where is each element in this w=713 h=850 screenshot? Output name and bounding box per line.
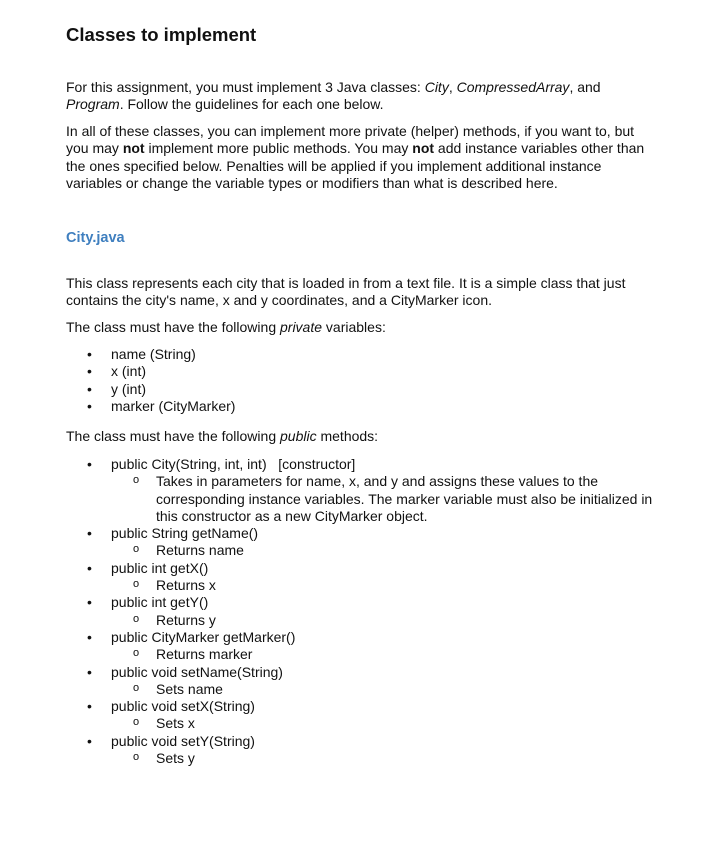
public-methods-intro: The class must have the following public methods: [66,428,379,444]
method-item: • public int getY() o Returns y [66,594,656,629]
list-item: • marker (CityMarker) [66,398,656,415]
private-variables-list [66,346,656,415]
list-item: • name (String) [66,346,656,363]
method-item: • public void setName(String) o Sets name [66,664,656,699]
public-methods-list [66,456,656,767]
method-item: • public void setY(String) o Sets y [66,733,656,768]
intro-paragraph-2: In all of these classes, you can implement more private (helper) methods, if you want to, but you may not implement more public methods. You may not add instance variables other than the ones specified below. Penalties will be applied if you implement additional instance variables or change the variable types or modifiers than what is described here. [66,123,645,191]
method-detail: o Sets y [66,750,656,767]
intro-paragraph-1: For this assignment, you must implement 3 Java classes: City, CompressedArray, and Program. Follow the guidelines for each one below. [66,79,601,113]
method-detail: o Sets x [66,715,656,732]
list-item: • y (int) [66,381,656,398]
method-detail: o Returns marker [66,646,656,663]
city-section-title: City.java [66,230,125,246]
page-title: Classes to implement [66,24,257,45]
city-description: This class represents each city that is loaded in from a text file. It is a simple class that just contains the city's name, x and y coordinates, and a CityMarker icon. [66,275,626,309]
list-item: • x (int) [66,363,656,380]
method-detail: o Returns name [66,542,656,559]
method-item: • public void setX(String) o Sets x [66,698,656,733]
method-item: • public City(String, int, int) [constructor] o Takes in parameters for name, x, and y and assigns these values to the corresponding instance variables. The marker variable must also be initialized in this constructor as a new CityMarker object. [66,456,656,525]
method-detail: o Returns x [66,577,656,594]
method-item: • public int getX() o Returns x [66,560,656,595]
method-item: • public String getName() o Returns name [66,525,656,560]
method-detail: o Takes in parameters for name, x, and y and assigns these values to the corresponding instance variables. The marker variable must also be initialized in this constructor as a new CityMarker object. [66,473,656,525]
private-variables-intro: The class must have the following private variables: [66,319,386,335]
method-detail: o Returns y [66,612,656,629]
method-item: • public CityMarker getMarker() o Returns marker [66,629,656,664]
method-detail: o Sets name [66,681,656,698]
